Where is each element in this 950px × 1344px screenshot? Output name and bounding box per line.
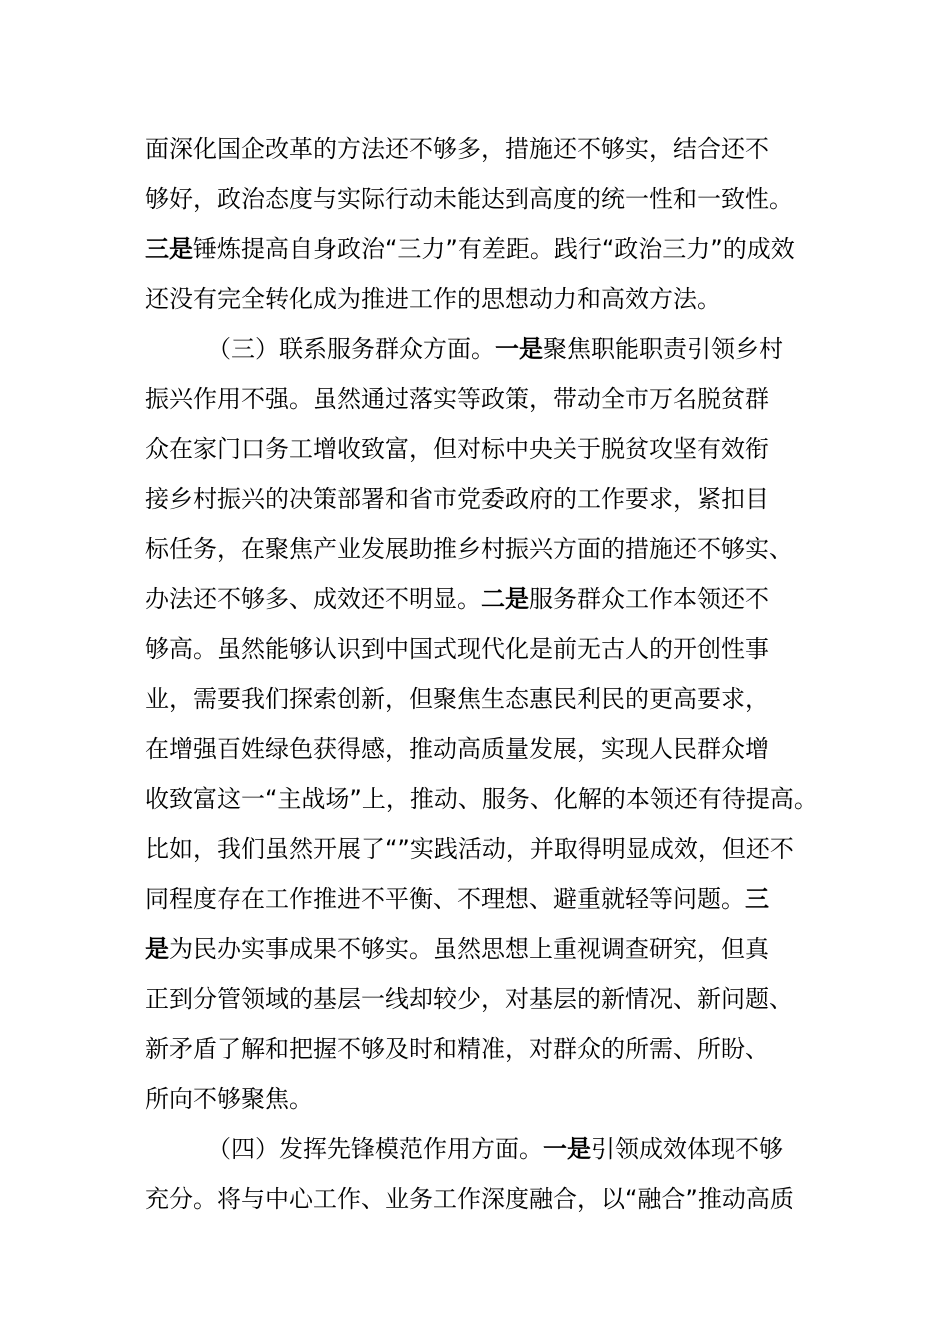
text-line [145, 1124, 825, 1174]
text-segment: 正到分管领域的基层一线却较少，对基层的新情况、新问题、 [145, 985, 793, 1013]
text-segment: 在增强百姓绿色获得感，推动高质量发展，实现人民群众增 [145, 735, 769, 763]
text-line [145, 474, 825, 524]
bold-text-segment: 二是 [481, 585, 529, 613]
text-line [145, 224, 825, 274]
text-line [145, 124, 825, 174]
text-segment: 充分。将与中心工作、业务工作深度融合，以“融合”推动高质 [145, 1185, 794, 1213]
text-segment: 还没有完全转化成为推进工作的思想动力和高效方法。 [145, 285, 721, 313]
text-segment: 标任务，在聚焦产业发展助推乡村振兴方面的措施还不够实、 [145, 535, 793, 563]
text-segment: 所向不够聚焦。 [145, 1085, 313, 1113]
text-segment: 振兴作用不强。虽然通过落实等政策，带动全市万名脱贫群 [145, 385, 769, 413]
text-line [145, 924, 825, 974]
bold-text-segment: 一是 [543, 1135, 591, 1163]
text-segment: （四）发挥先锋模范作用方面。 [207, 1135, 543, 1163]
text-segment: 收致富这一“主战场”上，推动、服务、化解的本领还有待提高。 [145, 785, 818, 813]
text-segment: 够高。虽然能够认识到中国式现代化是前无古人的开创性事 [145, 635, 769, 663]
text-line [145, 824, 825, 874]
text-line [145, 674, 825, 724]
text-line [145, 374, 825, 424]
text-line [145, 1024, 825, 1074]
text-segment: （三）联系服务群众方面。 [207, 335, 495, 363]
text-segment: 接乡村振兴的决策部署和省市党委政府的工作要求，紧扣目 [145, 485, 769, 513]
text-line [145, 174, 825, 224]
text-line [145, 324, 825, 374]
bold-text-segment: 三是 [145, 235, 193, 263]
text-segment: 比如，我们虽然开展了“”实践活动，并取得明显成效，但还不 [145, 835, 794, 863]
text-segment: 聚焦职能职责引领乡村 [543, 335, 783, 363]
text-segment: 引领成效体现不够 [591, 1135, 783, 1163]
text-segment: 锤炼提高自身政治“三力”有差距。践行“政治三力”的成效 [193, 235, 795, 263]
text-segment: 新矛盾了解和把握不够及时和精准，对群众的所需、所盼、 [145, 1035, 769, 1063]
text-line [145, 274, 825, 324]
text-line [145, 974, 825, 1024]
text-line [145, 774, 825, 824]
text-segment: 众在家门口务工增收致富，但对标中央关于脱贫攻坚有效衔 [145, 435, 769, 463]
text-segment: 同程度存在工作推进不平衡、不理想、避重就轻等问题。 [145, 885, 745, 913]
text-line [145, 624, 825, 674]
text-line [145, 424, 825, 474]
bold-text-segment: 三 [745, 885, 769, 913]
bold-text-segment: 一是 [495, 335, 543, 363]
text-line [145, 574, 825, 624]
text-segment: 面深化国企改革的方法还不够多，措施还不够实，结合还不 [145, 135, 769, 163]
text-segment: 为民办实事成果不够实。虽然思想上重视调查研究，但真 [169, 935, 769, 963]
text-line [145, 1074, 825, 1124]
text-line [145, 524, 825, 574]
text-segment: 办法还不够多、成效还不明显。 [145, 585, 481, 613]
text-line [145, 1174, 825, 1224]
text-line [145, 724, 825, 774]
text-segment: 业，需要我们探索创新，但聚焦生态惠民利民的更高要求， [145, 685, 769, 713]
text-line [145, 874, 825, 924]
body-text [145, 124, 825, 1224]
text-segment: 够好，政治态度与实际行动未能达到高度的统一性和一致性。 [145, 185, 793, 213]
bold-text-segment: 是 [145, 935, 169, 963]
text-segment: 服务群众工作本领还不 [529, 585, 769, 613]
